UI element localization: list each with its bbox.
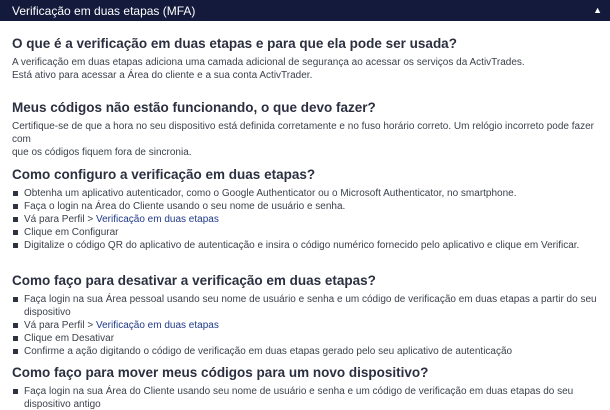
section-text: Está ativo para acessar a Área do cliente e a sua conta ActivTrader. [12, 70, 313, 81]
faq-section-what-is-mfa [12, 36, 598, 82]
section-text: A verificação em duas etapas adiciona uma camada adicional de segurança ao acessar os serviços da ActivTrades. [12, 57, 525, 68]
mfa-settings-link[interactable]: Verificação em duas etapas [95, 320, 219, 331]
list-item [12, 213, 598, 226]
section-title: Como faço para desativar a verificação em duas etapas? [12, 273, 376, 288]
list-item [12, 319, 598, 332]
accordion-title: Verificação em duas etapas (MFA) [12, 3, 196, 18]
steps-list [12, 293, 598, 358]
list-item: Clique em Configurar [12, 226, 598, 239]
list-item: Faça login na sua Área pessoal usando seu nome de usuário e senha e um código de verificação em duas etapas a partir do seu dispositivo [12, 293, 598, 319]
section-title: Como configuro a verificação em duas etapas? [12, 167, 316, 182]
steps-list [12, 187, 598, 252]
list-item: Obtenha um aplicativo autenticador, como o Google Authenticator ou o Microsoft Authenticator, no smartphone. [12, 187, 598, 200]
steps-list [12, 385, 598, 410]
collapse-icon[interactable]: ▲ [593, 5, 602, 15]
mfa-settings-link[interactable]: Verificação em duas etapas [95, 214, 219, 225]
list-item: Confirme a ação digitando o código de verificação em duas etapas gerado pelo seu aplicativo de autenticação [12, 345, 598, 358]
section-title: Como faço para mover meus códigos para um novo dispositivo? [12, 365, 429, 380]
list-item: Faça o login na Área do Cliente usando o seu nome de usuário e senha. [12, 200, 598, 213]
step-text: Vá para Perfil > [24, 320, 96, 331]
faq-section-move-device [12, 365, 598, 410]
list-item: Digitalize o código QR do aplicativo de autenticação e insira o código numérico fornecido pelo aplicativo e clique em Verificar. [12, 239, 598, 252]
section-text: que os códigos fiquem fora de sincronia. [12, 147, 192, 158]
list-item: Clique em Desativar [12, 332, 598, 345]
section-text: Certifique-se de que a hora no seu dispositivo está definida corretamente e no fuso horário correto. Um relógio incorreto pode fazer com [12, 121, 594, 145]
faq-section-disable [12, 273, 598, 358]
list-item: Faça login na sua Área do Cliente usando seu nome de usuário e senha e um código de verificação em duas etapas do seu dispositivo antigo [12, 385, 598, 410]
section-title: O que é a verificação em duas etapas e para que ela pode ser usada? [12, 36, 457, 51]
faq-section-setup [12, 167, 598, 252]
step-text: Vá para Perfil > [24, 214, 96, 225]
section-title: Meus códigos não estão funcionando, o que devo fazer? [12, 100, 376, 115]
accordion-header[interactable] [0, 0, 610, 21]
faq-section-codes-not-working [12, 100, 598, 159]
